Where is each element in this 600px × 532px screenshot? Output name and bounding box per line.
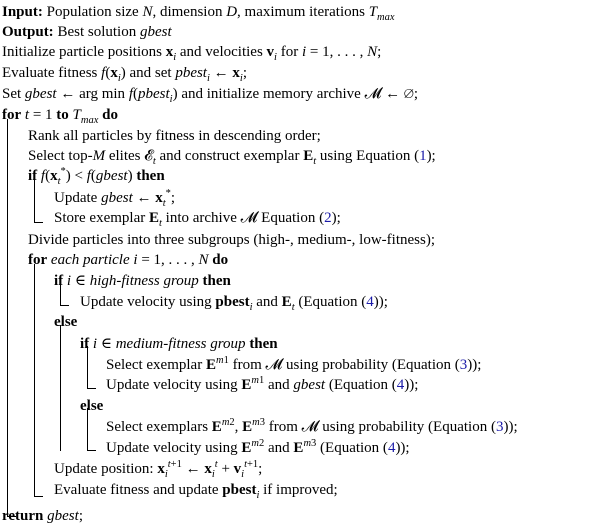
algorithm-line: Evaluate fitness $f(x_i)$ and set pbest$_i$ ← $x_i$; bbox=[2, 65, 247, 84]
equation-reference-link[interactable]: 3 bbox=[459, 357, 468, 373]
equation-reference-link[interactable]: 2 bbox=[324, 210, 332, 226]
algorithm-line: Input: Population size N, dimension D, maximum iterations $T_{max}$ bbox=[2, 4, 395, 23]
for-loop-bar bbox=[7, 119, 16, 517]
algorithm-line: if i ∈ high-fitness group then bbox=[54, 273, 231, 289]
algorithm-line: if i ∈ medium-fitness group then bbox=[80, 336, 278, 352]
algorithm-line: Rank all particles by fitness in descending order; bbox=[28, 128, 321, 144]
equation-reference-link[interactable]: 1 bbox=[419, 148, 427, 164]
for-each-bar bbox=[34, 264, 43, 497]
equation-reference-link[interactable]: 3 bbox=[495, 419, 504, 435]
algorithm-line: for t = 1 to $T_{max}$ do bbox=[2, 107, 118, 126]
algorithm-line: Select exemplar $E^{m1}$ from 𝓜 using probability (Equation (3)); bbox=[106, 355, 482, 373]
algorithm-line: else bbox=[80, 398, 104, 414]
algorithm-line: Update position: $x_i^{t+1}$ ← $x_i^t + v_i^{t+1}$; bbox=[54, 459, 263, 480]
algorithm-line: Set gbest ← arg min f(pbest$_i$) and initialize memory archive 𝓜 ← ∅; bbox=[2, 86, 418, 105]
algorithm-line: if $f(x_t^*)$ < f(gbest) then bbox=[28, 166, 165, 187]
algorithm-line: Evaluate fitness and update pbest$_i$ if improved; bbox=[54, 482, 338, 501]
algorithm-line: Store exemplar $E_t$ into archive 𝓜 Equation (2); bbox=[54, 210, 341, 229]
algorithm-line: Update velocity using pbest$_i$ and $E_t$ (Equation (4)); bbox=[80, 294, 388, 313]
equation-reference-link[interactable]: 4 bbox=[366, 294, 374, 310]
else-outer-bar bbox=[60, 325, 69, 451]
algorithm-line: Output: Best solution gbest bbox=[2, 24, 172, 40]
algorithm-line: Select top-M elites 𝓔$_t$ and construct exemplar $E_t$ using Equation (1); bbox=[28, 148, 436, 167]
algorithm-line: else bbox=[54, 314, 78, 330]
algorithm-line: for each particle i = 1, . . . , N do bbox=[28, 252, 229, 268]
equation-reference-link[interactable]: 4 bbox=[387, 440, 396, 456]
algorithm-line: Initialize particle positions $x_i$ and velocities $v_i$ for i = 1, . . . , N; bbox=[2, 44, 382, 63]
equation-reference-link[interactable]: 4 bbox=[396, 377, 405, 393]
algorithm-line: Update velocity using $E^{m1}$ and gbest (Equation (4)); bbox=[106, 375, 419, 393]
algorithm-line: Update velocity using $E^{m2}$ and $E^{m3}$ (Equation (4)); bbox=[106, 438, 410, 456]
algorithm-line: Update gbest ← $x_t^*$; bbox=[54, 188, 176, 209]
algorithm-line: Select exemplars $E^{m2}$, $E^{m3}$ from 𝓜 using probability (Equation (3)); bbox=[106, 417, 518, 435]
algorithm-line: return gbest; bbox=[2, 508, 83, 524]
algorithm-line: Divide particles into three subgroups (high-, medium-, low-fitness); bbox=[28, 232, 435, 248]
